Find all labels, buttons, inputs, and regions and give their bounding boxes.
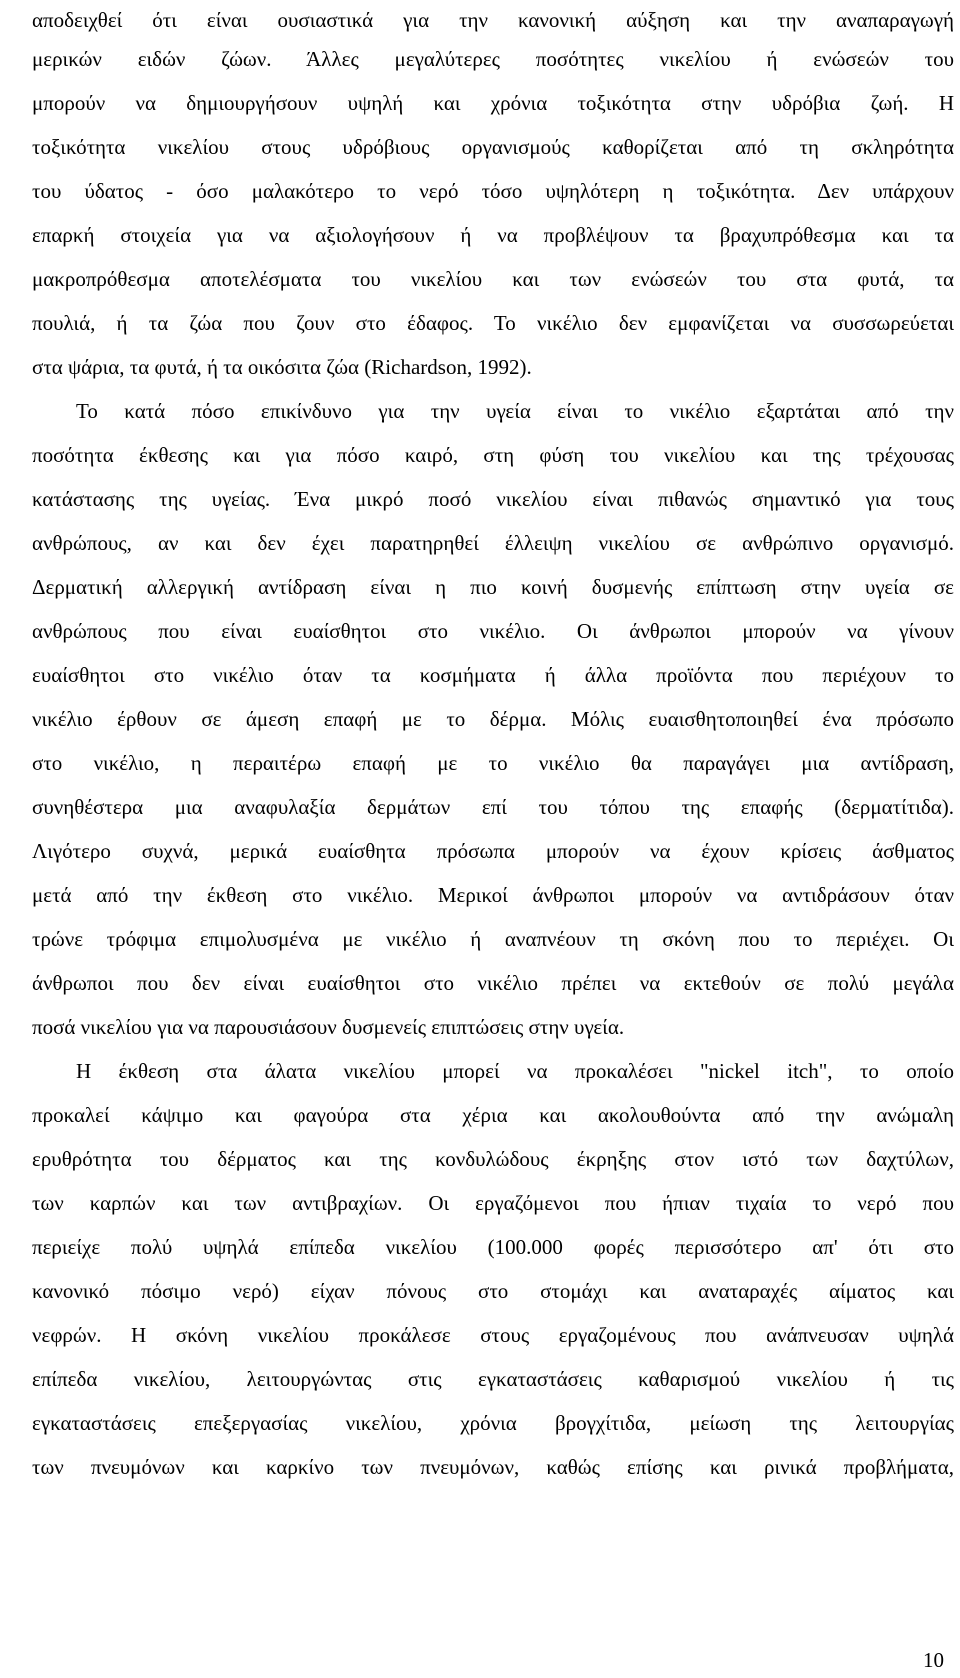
- text-line: ευαίσθητοι στο νικέλιο όταν τα κοσμήματα ή άλλα προϊόντα που περιέχουν το: [32, 663, 954, 687]
- text-line: πουλιά, ή τα ζώα που ζουν στο έδαφος. Το νικέλιο δεν εμφανίζεται να συσσωρεύεται: [32, 311, 954, 335]
- text-line: ανθρώπους που είναι ευαίσθητοι στο νικέλιο. Οι άνθρωποι μπορούν να γίνουν: [32, 619, 954, 643]
- text-line: στο νικέλιο, η περαιτέρω επαφή με το νικέλιο θα παραγάγει μια αντίδραση,: [32, 751, 954, 775]
- page-number: 10: [923, 1648, 944, 1672]
- text-line: του ύδατος - όσο μαλακότερο το νερό τόσο υψηλότερη η τοξικότητα. Δεν υπάρχουν: [32, 179, 954, 203]
- text-line: Λιγότερο συχνά, μερικά ευαίσθητα πρόσωπα μπορούν να έχουν κρίσεις άσθματος: [32, 839, 954, 863]
- text-line: τρώνε τρόφιμα επιμολυσμένα με νικέλιο ή αναπνέουν τη σκόνη που το περιέχει. Οι: [32, 927, 954, 951]
- text-line: κανονικό πόσιμο νερό) είχαν πόνους στο στομάχι και αναταραχές αίματος και: [32, 1279, 954, 1303]
- text-line: ερυθρότητα του δέρματος και της κονδυλώδους έκρηξης στον ιστό των δαχτύλων,: [32, 1147, 954, 1171]
- text-line: μπορούν να δημιουργήσουν υψηλή και χρόνια τοξικότητα στην υδρόβια ζωή. Η: [32, 91, 954, 115]
- text-line: μακροπρόθεσμα αποτελέσματα του νικελίου και των ενώσεών του στα φυτά, τα: [32, 267, 954, 291]
- text-line: άνθρωποι που δεν είναι ευαίσθητοι στο νικέλιο πρέπει να εκτεθούν σε πολύ μεγάλα: [32, 971, 954, 995]
- text-line: ποσότητα έκθεσης και για πόσο καιρό, στη φύση του νικελίου και της τρέχουσας: [32, 443, 954, 467]
- text-line: συνηθέστερα μια αναφυλαξία δερμάτων επί του τόπου της επαφής (δερματίτιδα).: [32, 795, 954, 819]
- text-line: ποσά νικελίου για να παρουσιάσουν δυσμενείς επιπτώσεις στην υγεία.: [32, 1015, 625, 1039]
- text-line: μετά από την έκθεση στο νικέλιο. Μερικοί άνθρωποι μπορούν να αντιδράσουν όταν: [32, 883, 954, 907]
- text-line: επαρκή στοιχεία για να αξιολογήσουν ή να προβλέψουν τα βραχυπρόθεσμα και τα: [32, 223, 954, 247]
- text-line: τοξικότητα νικελίου στους υδρόβιους οργανισμούς καθορίζεται από τη σκληρότητα: [32, 135, 954, 159]
- text-line: ανθρώπους, αν και δεν έχει παρατηρηθεί έλλειψη νικελίου σε ανθρώπινο οργανισμό.: [32, 531, 954, 555]
- text-line: κατάστασης της υγείας. Ένα μικρό ποσό νικελίου είναι πιθανώς σημαντικό για τους: [32, 487, 954, 511]
- text-line: νεφρών. Η σκόνη νικελίου προκάλεσε στους εργαζομένους που ανάπνευσαν υψηλά: [32, 1323, 954, 1347]
- text-line: των καρπών και των αντιβραχίων. Οι εργαζόμενοι που ήπιαν τιχαία το νερό που: [32, 1191, 954, 1215]
- text-line: Δερματική αλλεργική αντίδραση είναι η πιο κοινή δυσμενής επίπτωση στην υγεία σε: [32, 575, 954, 599]
- text-line: προκαλεί κάψιμο και φαγούρα στα χέρια και ακολουθούντα από την ανώμαλη: [32, 1103, 954, 1127]
- text-line: νικέλιο έρθουν σε άμεση επαφή με το δέρμα. Μόλις ευαισθητοποιηθεί ένα πρόσωπο: [32, 707, 954, 731]
- text-line: εγκαταστάσεις επεξεργασίας νικελίου, χρόνια βρογχίτιδα, μείωση της λειτουργίας: [32, 1411, 954, 1435]
- text-line: στα ψάρια, τα φυτά, ή τα οικόσιτα ζώα (Richardson, 1992).: [32, 355, 532, 379]
- text-line: αποδειχθεί ότι είναι ουσιαστικά για την κανονική αύξηση και την αναπαραγωγή: [32, 8, 954, 32]
- text-line: περιείχε πολύ υψηλά επίπεδα νικελίου (100.000 φορές περισσότερο απ' ότι στο: [32, 1235, 954, 1259]
- text-line: επίπεδα νικελίου, λειτουργώντας στις εγκαταστάσεις καθαρισμού νικελίου ή τις: [32, 1367, 954, 1391]
- text-line: των πνευμόνων και καρκίνο των πνευμόνων, καθώς επίσης και ρινικά προβλήματα,: [32, 1455, 954, 1479]
- text-line: μερικών ειδών ζώων. Άλλες μεγαλύτερες ποσότητες νικελίου ή ενώσεών του: [32, 47, 954, 71]
- text-line: Το κατά πόσο επικίνδυνο για την υγεία είναι το νικέλιο εξαρτάται από την: [76, 399, 954, 423]
- text-line: Η έκθεση στα άλατα νικελίου μπορεί να προκαλέσει "nickel itch", το οποίο: [76, 1059, 954, 1083]
